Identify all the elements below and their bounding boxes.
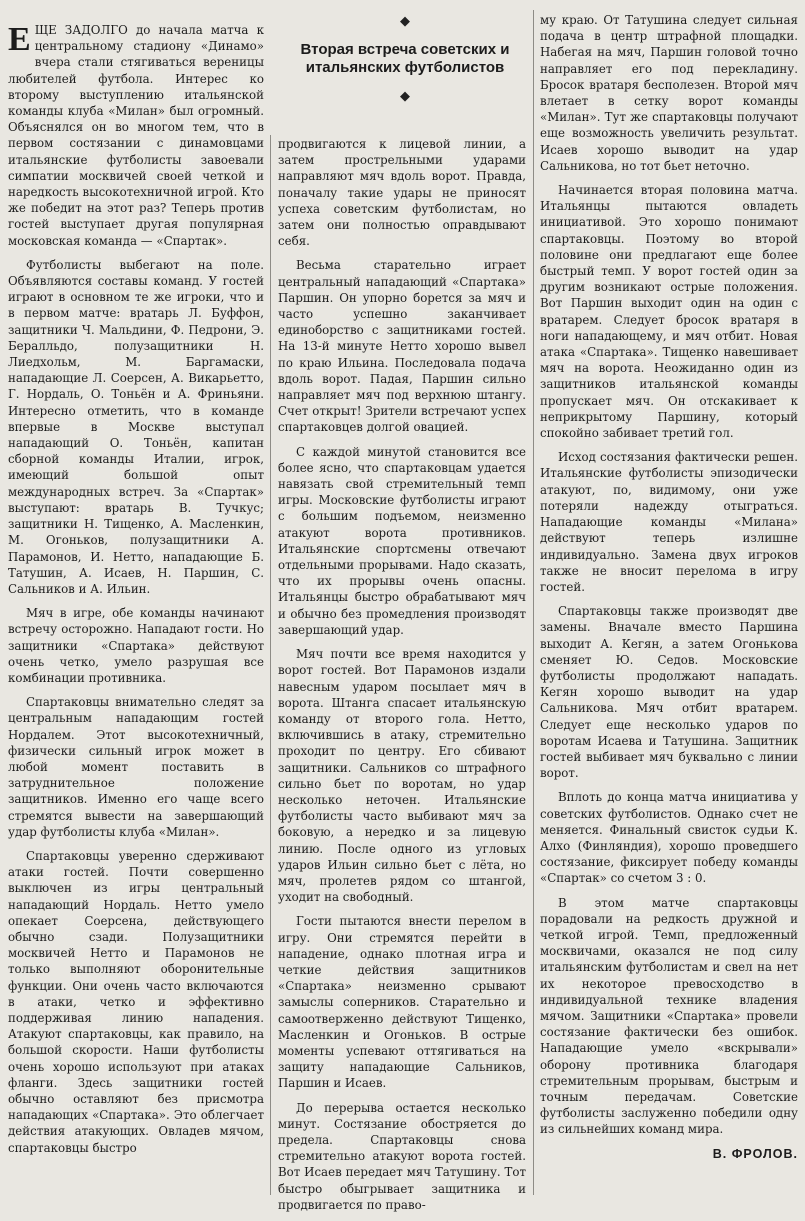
lead-text: ЩЕ ЗАДОЛГО до начала матча к центральному стадиону «Динамо» вчера стали стягиваться вереницы любителей футбола. Интерес ко второму выступлению итальянской команды клуба «Милан» был огромный. Объяснялся он во многом тем, что в первом состязании с динамовцами итальянские футболисты завоевали симпатии москвичей своей четкой и наредкость высокотехничной игрой. Кто же победит на этот раз? Теперь против гостей выступает другая популярная московская команда — «Спартак». bbox=[8, 23, 264, 248]
paragraph: Начинается вторая половина матча. Итальянцы пытаются овладеть инициативой. Это хорошо понимают спартаковцы. Поэтому во второй половине они предлагают еще более быстрый темп. У ворот гостей один за другим возникают острые положения. Вот Паршин выходит один на один с вратарем. Следует бросок вратаря в ноги нападающему, и мяч отбит. Новая атака «Спартака». Тищенко навешивает мяч на ворота. Неожиданно один из защитников итальянской команды пропускает мяч. Он отскакивает к неприкрытому Паршину, который спокойно забивает третий гол. bbox=[540, 183, 798, 441]
headline-block bbox=[290, 14, 520, 104]
paragraph: Спартаковцы уверенно сдерживают атаки гостей. Почти совершенно выключен из игры центральный нападающий Нордаль. Нетто умело опекает Соерсена, действующего обычно сзади. Полузащитники москвичей Нетто и Парамонов не только выполняют оборонительные функции. Они очень часто включаются в атаки, четко и эффективно поддерживая линию нападения. Атакуют спартаковцы, как правило, на большой скорости. Наши футболисты очень хорошо используют при атаках фланги. Здесь защитники гостей обычно оставляют без присмотра нападающих «Спартака». Это облегчает действия атакующих. Овладев мячом, спартаковцы быстро bbox=[8, 848, 264, 1155]
drop-cap: Е bbox=[8, 21, 31, 58]
paragraph: продвигаются к лицевой линии, а затем прострельными ударами направляют мяч вдоль ворот. Правда, поначалу такие удары не приносят успеха советским футболистам, но затем они полностью оправдывают себя. bbox=[278, 137, 526, 249]
paragraph: Гости пытаются внести перелом в игру. Они стремятся перейти в нападение, однако плотная игра и четкие действия защитников «Спартака» неизменно срывают замыслы соперников. Старательно и самоотверженно действуют Тищенко, Масленкин и Огоньков. В острые моменты успевают оттягиваться на защиту нападающие Сальников, Паршин и Исаев. bbox=[278, 914, 526, 1091]
paragraph: Весьма старательно играет центральный нападающий «Спартака» Паршин. Он упорно борется за мяч и часто успешно заканчивает единоборство с защитниками гостей. На 13-й минуте Нетто хорошо вывел по краю Ильина. Последовала подача вдоль ворот. Падая, Паршин сильно направляет мяч под верхнюю штангу. Счет открыт! Зрители встречают успех спартаковцев долгой овацией. bbox=[278, 258, 526, 435]
paragraph: Спартаковцы также производят две замены. Вначале вместо Паршина выходит А. Кегян, а затем Огонькова сменяет Ю. Седов. Московские футболисты продолжают нападать. Кегян хорошо выводит на удар Сальникова. Мяч отбит вратарем. Следует еще несколько ударов по воротам Исаева и Татушина. Защитник гостей выбивает мяч буквально с линии ворот. bbox=[540, 604, 798, 781]
paragraph: Вплоть до конца матча инициатива у советских футболистов. Однако счет не меняется. Финальный свисток судьи К. Алхо (Финляндия), хорошо проведшего состязание, фиксирует победу команды «Спартак» со счетом 3 : 0. bbox=[540, 790, 798, 886]
paragraph: Футболисты выбегают на поле. Объявляются составы команд. У гостей играют в основном те же игроки, что и в первом матче: вратарь Л. Буффон, защитники Ч. Мальдини, Ф. Педрони, Э. Бералльдо, полузащитники Н. Лиедхольм, М. Баргамаски, нападающие Л. Соерсен, А. Викарьетто, Г. Нордаль, О. Тоньён и А. Фриньяни. Интересно отметить, что в команде впервые в Москве выступал нападающий О. Тоньён, капитан сборной команды Италии, игрок, имеющий большой опыт международных встреч. За «Спартак» выступают: вратарь В. Тучкус; защитники Н. Тищенко, А. Масленкин, М. Огоньков, полузащитники А. Парамонов, И. Нетто, нападающие Б. Татушин, А. Исаев, Н. Паршин, С. Сальников и А. Ильин. bbox=[8, 257, 264, 596]
headline: Вторая встреча советских и итальянских футболистов bbox=[300, 41, 510, 76]
lead-paragraph bbox=[8, 22, 264, 249]
column-3 bbox=[540, 12, 798, 1162]
paragraph: До перерыва остается несколько минут. Состязание обостряется до предела. Спартаковцы снова стремительно атакуют ворота гостей. Вот Исаев передает мяч Татушину. Тот быстро обыгрывает защитника и продвигается по право- bbox=[278, 1100, 526, 1212]
paragraph: С каждой минутой становится все более ясно, что спартаковцам удается навязать свой стремительный темп игры. Московские футболисты играют с большим подъемом, неизменно атакуют ворота противников. Итальянские спортсмены отвечают отдельными прорывами. Надо сказать, что их прорывы очень опасны. Итальянцы быстро обрабатывают мяч и обычно без промедления производят завершающий удар. bbox=[278, 444, 526, 637]
paragraph: Спартаковцы внимательно следят за центральным нападающим гостей Нордалем. Этот высокотехничный, физически сильный игрок может в любой момент поставить в затруднительное положение защитников. Именно его чаще всего стремятся вывести на завершающий удар футболисты клуба «Милан». bbox=[8, 695, 264, 839]
paragraph: Мяч почти все время находится у ворот гостей. Вот Парамонов издали навесным ударом посылает мяч в ворота. Штанга спасает итальянскую команду от второго гола. Нетто, включившись в атаку, стремительно проходит по центру. Его сбивают защитники. Сальников со штрафного сильно бьет по воротам, но удар несколько неточен. Итальянские футболисты часто выбивают мяч за боковую, а нередко и за лицевую линию. После одного из угловых ударов Ильин сильно бьет с лёта, но мяч, пролетев рядом со штангой, уходит на свободный. bbox=[278, 647, 526, 905]
paragraph: Исход состязания фактически решен. Итальянские футболисты эпизодически атакуют, по, видимому, они уже потеряли надежду отыграться. Нападающие команды «Милана» действуют теперь излишне индивидуально. Замена двух игроков также не вносит перелома в игру гостей. bbox=[540, 450, 798, 594]
author-signature: В. ФРОЛОВ. bbox=[712, 1146, 798, 1161]
paragraph: му краю. От Татушина следует сильная подача в центр штрафной площадки. Набегая на мяч, Паршин головой точно направляет его под перекладину. Бросок вратаря бесполезен. Второй мяч влетает в сетку ворот команды «Милан». Тут же спартаковцы получают еще возможность увеличить результат. Исаев хорошо выводит на удар Сальникова, но тот бьет неточно. bbox=[540, 13, 798, 173]
ornament-diamond-icon: ◆ bbox=[400, 89, 410, 104]
column-divider bbox=[533, 10, 534, 1195]
column-1 bbox=[8, 22, 264, 1164]
paragraph: В этом матче спартаковцы порадовали на редкость дружной и четкой игрой. Темп, предложенный москвичами, оказался не под силу итальянским футболистам и свел на нет их некоторое превосходство в индивидуальной технике владения мячом. Защитники «Спартака» провели состязание фактически без ошибок. Нападающие умело «вскрывали» оборону противника благодаря стремительным прорывам, быстрым и точным передачам. Советские футболисты заслуженно победили одну из сильнейших команд мира. bbox=[540, 895, 798, 1137]
ornament-diamond-icon: ◆ bbox=[400, 14, 410, 29]
paragraph: Мяч в игре, обе команды начинают встречу осторожно. Нападают гости. Но защитники «Спартака» действуют очень четко, умело разрушая все комбинации противника. bbox=[8, 606, 264, 685]
column-2 bbox=[278, 136, 526, 1221]
column-divider bbox=[270, 135, 271, 1195]
